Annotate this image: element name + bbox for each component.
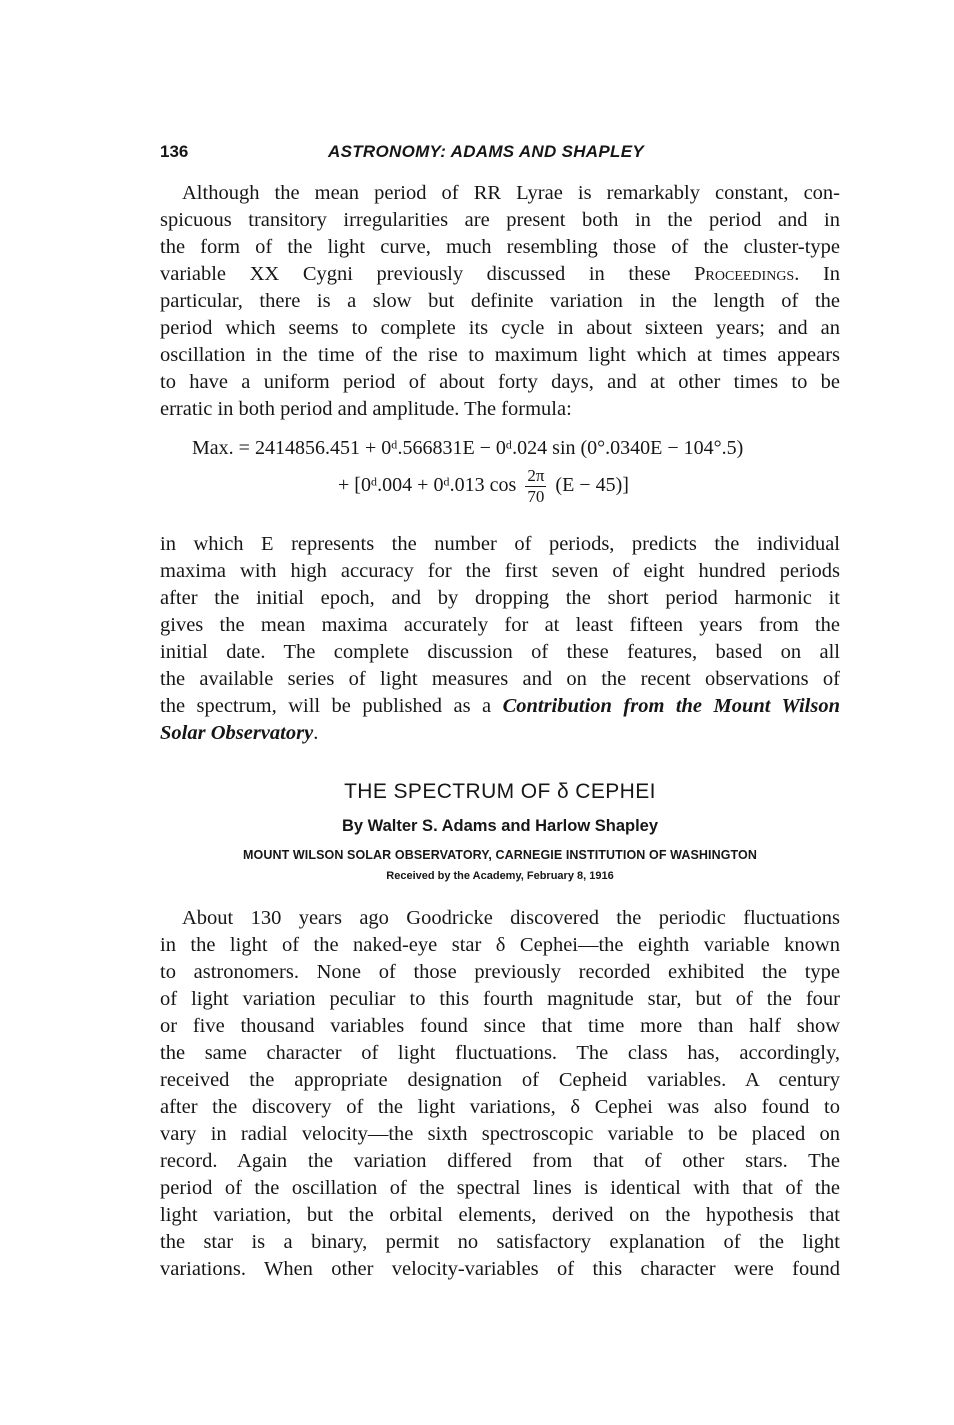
formula-line-2-start: + [0ᵈ.004 + 0ᵈ.013 cos	[338, 474, 517, 497]
text-line: maxima with high accuracy for the first seven of eight hundred periods	[160, 560, 840, 582]
article-affiliation: MOUNT WILSON SOLAR OBSERVATORY, CARNEGIE INSTITUTION OF WASHINGTON	[242, 848, 758, 862]
text-line: of light variation peculiar to this fourth magnitude star, but of the four	[160, 988, 840, 1010]
paragraph-rr-lyrae	[160, 180, 840, 423]
fraction	[525, 466, 546, 507]
text-line: initial date. The complete discussion of these features, based on all	[160, 641, 840, 663]
text-line: variations. When other velocity-variables of this character were found	[160, 1258, 840, 1280]
text-line: light variation, but the orbital elements, derived on the hypothesis that	[160, 1204, 840, 1226]
text-line: after the discovery of the light variations, δ Cephei was also found to	[160, 1096, 840, 1118]
publication-title: Contribution from the Mount Wilson	[502, 695, 841, 717]
text-line: in which E represents the number of periods, predicts the individual	[160, 533, 840, 555]
text-line: period which seems to complete its cycle in about sixteen years; and an	[160, 317, 840, 339]
text-line: gives the mean maxima accurately for at least fifteen years from the	[160, 614, 840, 636]
text-line: the star is a binary, permit no satisfactory explanation of the light	[160, 1231, 840, 1253]
line-text: the spectrum, will be published as a	[160, 695, 492, 717]
text-line	[160, 720, 840, 747]
text-line: to astronomers. None of those previously recorded exhibited the type	[160, 961, 840, 983]
article-byline: By Walter S. Adams and Harlow Shapley	[341, 817, 659, 835]
fraction-numerator: 2π	[527, 466, 545, 485]
text-line	[160, 261, 840, 288]
running-title: ASTRONOMY: ADAMS AND SHAPLEY	[328, 142, 644, 161]
end-period: .	[313, 722, 319, 744]
paragraph-formula-explanation	[160, 531, 840, 747]
text-line: the same character of light fluctuations. The class has, accordingly,	[160, 1042, 840, 1064]
text-line	[160, 693, 840, 720]
received-date: Received by the Academy, February 8, 1916	[386, 870, 614, 882]
running-head	[160, 142, 840, 168]
text-line: spicuous transitory irregularities are present both in the period and in	[160, 209, 840, 231]
text-line: in the light of the naked-eye star δ Cephei—the eighth variable known	[160, 934, 840, 956]
text-line: record. Again the variation differed from that of other stars. The	[160, 1150, 840, 1172]
formula-line-2-end: (E − 45)]	[555, 474, 629, 497]
formula-line-1: Max. = 2414856.451 + 0ᵈ.566831E − 0ᵈ.024 sin (0°.0340E − 104°.5)	[192, 437, 744, 459]
line-text: variable XX Cygni previously discussed in these	[160, 263, 671, 285]
proceedings-word: Proceedings.	[694, 263, 800, 285]
fraction-denominator: 70	[527, 487, 545, 506]
text-line: vary in radial velocity—the sixth spectroscopic variable to be placed on	[160, 1123, 840, 1145]
publication-title-cont: Solar Observatory	[160, 722, 314, 744]
text-line: the form of the light curve, much resembling those of the cluster-type	[160, 236, 840, 258]
text-line: erratic in both period and amplitude. The formula:	[160, 398, 572, 420]
article-title: THE SPECTRUM OF δ CEPHEI	[344, 780, 656, 803]
text-line: Although the mean period of RR Lyrae is remarkably constant, con-	[182, 182, 840, 204]
page-number: 136	[160, 142, 189, 161]
text-line: to have a uniform period of about forty days, and at other times to be	[160, 371, 840, 393]
text-line: oscillation in the time of the rise to maximum light which at times appears	[160, 344, 840, 366]
text-line: period of the oscillation of the spectral lines is identical with that of the	[160, 1177, 840, 1199]
text-line: after the initial epoch, and by dropping the short period harmonic it	[160, 587, 840, 609]
text-line: the available series of light measures and on the recent observations of	[160, 668, 840, 690]
formula-line-2	[338, 466, 629, 507]
paragraph-cephei-history	[160, 905, 840, 1283]
text-line: or five thousand variables found since that time more than half show	[160, 1015, 840, 1037]
text-line: received the appropriate designation of Cepheid variables. A century	[160, 1069, 840, 1091]
line-tail: In	[822, 263, 841, 285]
text-line: About 130 years ago Goodricke discovered the periodic fluctuations	[182, 907, 840, 929]
text-line: particular, there is a slow but definite variation in the length of the	[160, 290, 840, 312]
